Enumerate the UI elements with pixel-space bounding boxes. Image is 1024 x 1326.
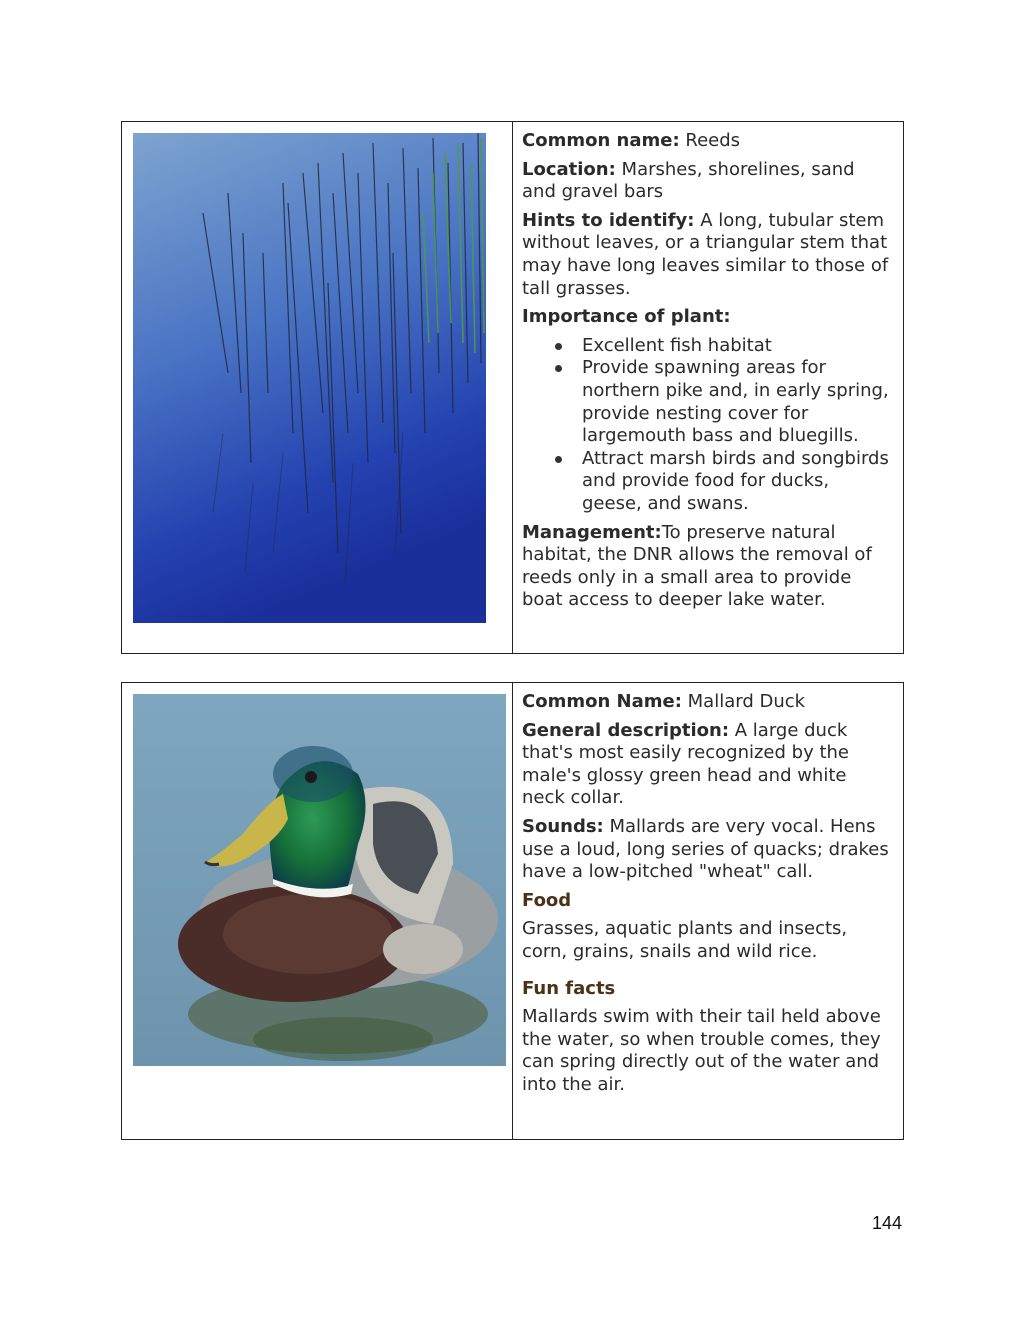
reeds-location <box>522 159 893 204</box>
reeds-hints <box>522 210 893 300</box>
value: Marshes, shorelines, sand and gravel bars <box>522 158 855 203</box>
reeds-common-name <box>522 130 893 153</box>
food-heading: Food <box>522 889 572 911</box>
food-text: Grasses, aquatic plants and insects, corn, grains, snails and wild rice. <box>522 918 848 962</box>
fun-facts-heading: Fun facts <box>522 977 616 999</box>
duck-sounds <box>522 816 893 884</box>
list-item: Provide spawning areas for northern pike and, in early spring, provide nesting cover for largemouth bass and bluegills. <box>553 357 893 447</box>
reeds-text <box>513 122 903 653</box>
duck-image-cell <box>122 683 513 1139</box>
label: Location: <box>522 158 616 180</box>
list-item: Excellent fish habitat <box>553 335 893 358</box>
duck-card <box>121 682 904 1140</box>
value: Mallards are very vocal. Hens use a loud, long series of quacks; drakes have a low-pitched "wheat" call. <box>522 815 889 883</box>
duck-common-name <box>522 691 893 714</box>
page-number: 144 <box>872 1213 903 1233</box>
label: General description: <box>522 719 730 741</box>
value: To preserve natural habitat, the DNR allows the removal of reeds only in a small area to provide boat access to deeper lake water. <box>522 521 872 611</box>
duck-text <box>513 683 903 1139</box>
value: A large duck that's most easily recognized by the male's glossy green head and white neck collar. <box>522 719 849 809</box>
list-item: Attract marsh birds and songbirds and provide food for ducks, geese, and swans. <box>553 448 893 516</box>
value: Reeds <box>679 130 741 151</box>
duck-description <box>522 720 893 810</box>
label: Management: <box>522 521 662 543</box>
label: Hints to identify: <box>522 209 695 231</box>
mallard-photo <box>133 694 506 1066</box>
reeds-importance-list <box>522 335 893 516</box>
reeds-importance-label: Importance of plant: <box>522 306 731 328</box>
label: Common Name: <box>522 691 682 712</box>
label: Sounds: <box>522 815 604 837</box>
value: Mallard Duck <box>681 691 806 712</box>
label: Common name: <box>522 130 680 151</box>
reeds-management <box>522 522 893 612</box>
fun-facts-text: Mallards swim with their tail held above the water, so when trouble comes, they can spring directly out of the water and into the air. <box>522 1006 881 1095</box>
reeds-image-cell <box>122 122 513 653</box>
reeds-card <box>121 121 904 654</box>
reeds-photo <box>133 133 486 623</box>
value: A long, tubular stem without leaves, or a triangular stem that may have long leaves similar to those of tall grasses. <box>522 209 889 299</box>
